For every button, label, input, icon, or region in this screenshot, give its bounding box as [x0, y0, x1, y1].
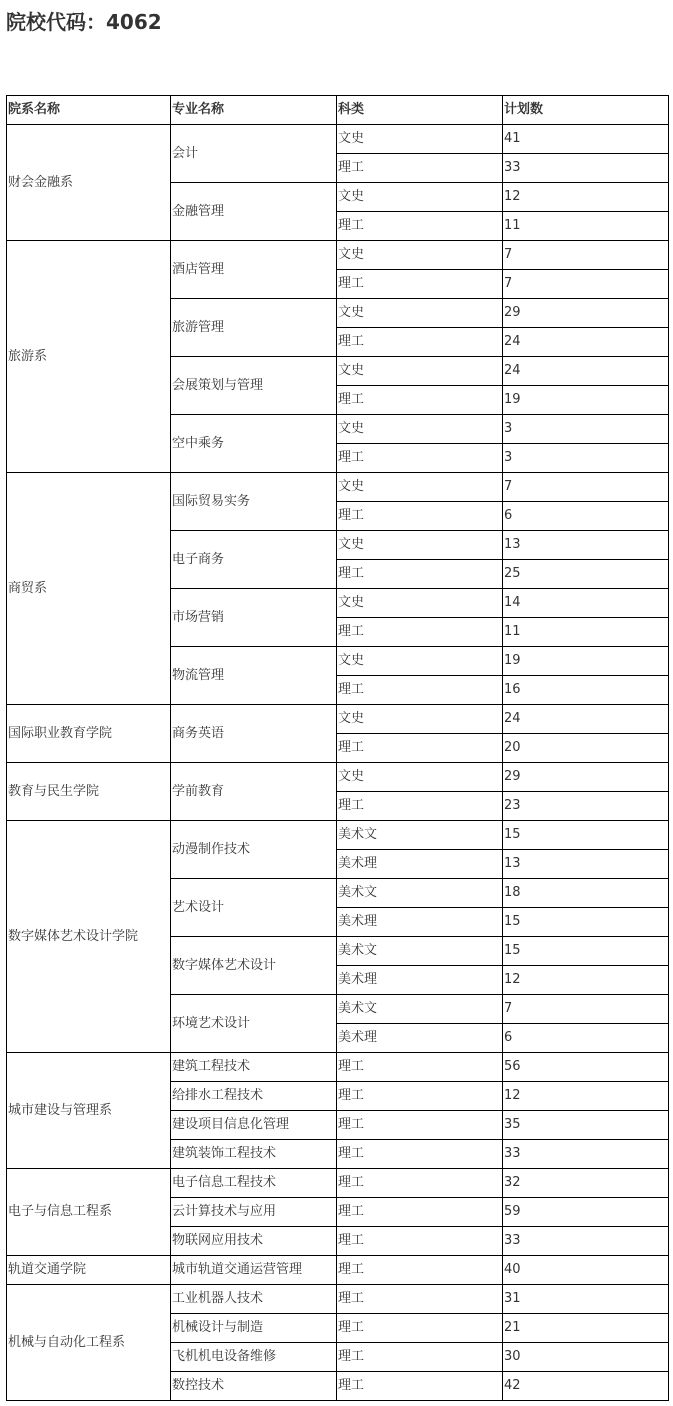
category-cell: 理工 — [337, 1343, 503, 1372]
plan-count-cell: 21 — [503, 1314, 669, 1343]
major-name-cell: 数字媒体艺术设计 — [171, 937, 337, 995]
plan-count-cell: 42 — [503, 1372, 669, 1401]
plan-count-cell: 11 — [503, 212, 669, 241]
plan-count-cell: 20 — [503, 734, 669, 763]
plan-count-cell: 13 — [503, 850, 669, 879]
major-name-cell: 电子信息工程技术 — [171, 1169, 337, 1198]
major-name-cell: 艺术设计 — [171, 879, 337, 937]
plan-count-cell: 7 — [503, 995, 669, 1024]
department-name-cell: 电子与信息工程系 — [7, 1169, 171, 1256]
plan-count-cell: 33 — [503, 1227, 669, 1256]
plan-count-cell: 14 — [503, 589, 669, 618]
category-cell: 理工 — [337, 1285, 503, 1314]
header-department: 院系名称 — [7, 96, 171, 125]
category-cell: 文史 — [337, 647, 503, 676]
plan-count-cell: 6 — [503, 1024, 669, 1053]
department-name-cell: 城市建设与管理系 — [7, 1053, 171, 1169]
page-title: 院校代码：4062 — [6, 10, 162, 34]
category-cell: 美术理 — [337, 966, 503, 995]
category-cell: 理工 — [337, 792, 503, 821]
department-name-cell: 商贸系 — [7, 473, 171, 705]
category-cell: 美术文 — [337, 995, 503, 1024]
header-major: 专业名称 — [171, 96, 337, 125]
table-row — [7, 1169, 669, 1198]
category-cell: 理工 — [337, 386, 503, 415]
plan-count-cell: 33 — [503, 1140, 669, 1169]
plan-count-cell: 11 — [503, 618, 669, 647]
category-cell: 美术理 — [337, 850, 503, 879]
plan-count-cell: 18 — [503, 879, 669, 908]
plan-count-cell: 29 — [503, 763, 669, 792]
major-name-cell: 金融管理 — [171, 183, 337, 241]
major-name-cell: 机械设计与制造 — [171, 1314, 337, 1343]
plan-count-cell: 24 — [503, 705, 669, 734]
category-cell: 理工 — [337, 1372, 503, 1401]
table-body — [7, 125, 669, 1401]
major-name-cell: 建筑装饰工程技术 — [171, 1140, 337, 1169]
department-name-cell: 轨道交通学院 — [7, 1256, 171, 1285]
category-cell: 理工 — [337, 734, 503, 763]
category-cell: 理工 — [337, 560, 503, 589]
major-name-cell: 给排水工程技术 — [171, 1082, 337, 1111]
table-row — [7, 241, 669, 270]
category-cell: 理工 — [337, 212, 503, 241]
category-cell: 美术理 — [337, 908, 503, 937]
category-cell: 理工 — [337, 328, 503, 357]
category-cell: 美术文 — [337, 821, 503, 850]
category-cell: 文史 — [337, 763, 503, 792]
department-name-cell: 财会金融系 — [7, 125, 171, 241]
plan-count-cell: 3 — [503, 444, 669, 473]
major-name-cell: 市场营销 — [171, 589, 337, 647]
major-name-cell: 建筑工程技术 — [171, 1053, 337, 1082]
department-name-cell: 教育与民生学院 — [7, 763, 171, 821]
department-name-cell: 国际职业教育学院 — [7, 705, 171, 763]
plan-count-cell: 6 — [503, 502, 669, 531]
plan-count-cell: 15 — [503, 908, 669, 937]
plan-count-cell: 12 — [503, 183, 669, 212]
major-name-cell: 旅游管理 — [171, 299, 337, 357]
header-plan-count: 计划数 — [503, 96, 669, 125]
table-row — [7, 1053, 669, 1082]
plan-count-cell: 16 — [503, 676, 669, 705]
category-cell: 文史 — [337, 589, 503, 618]
department-name-cell: 旅游系 — [7, 241, 171, 473]
department-name-cell: 机械与自动化工程系 — [7, 1285, 171, 1401]
plan-count-cell: 24 — [503, 357, 669, 386]
category-cell: 美术理 — [337, 1024, 503, 1053]
plan-count-cell: 31 — [503, 1285, 669, 1314]
plan-count-cell: 7 — [503, 270, 669, 299]
major-name-cell: 空中乘务 — [171, 415, 337, 473]
category-cell: 文史 — [337, 183, 503, 212]
category-cell: 文史 — [337, 125, 503, 154]
plan-count-cell: 12 — [503, 966, 669, 995]
category-cell: 美术文 — [337, 937, 503, 966]
category-cell: 理工 — [337, 502, 503, 531]
department-name-cell: 数字媒体艺术设计学院 — [7, 821, 171, 1053]
category-cell: 理工 — [337, 1082, 503, 1111]
enrollment-plan-table — [6, 95, 669, 1401]
plan-count-cell: 25 — [503, 560, 669, 589]
category-cell: 理工 — [337, 444, 503, 473]
category-cell: 理工 — [337, 1198, 503, 1227]
plan-count-cell: 24 — [503, 328, 669, 357]
major-name-cell: 国际贸易实务 — [171, 473, 337, 531]
table-row — [7, 1256, 669, 1285]
plan-count-cell: 33 — [503, 154, 669, 183]
header-category: 科类 — [337, 96, 503, 125]
category-cell: 文史 — [337, 357, 503, 386]
plan-count-cell: 32 — [503, 1169, 669, 1198]
major-name-cell: 城市轨道交通运营管理 — [171, 1256, 337, 1285]
category-cell: 理工 — [337, 1227, 503, 1256]
category-cell: 理工 — [337, 1111, 503, 1140]
plan-count-cell: 29 — [503, 299, 669, 328]
plan-count-cell: 59 — [503, 1198, 669, 1227]
category-cell: 理工 — [337, 618, 503, 647]
plan-count-cell: 13 — [503, 531, 669, 560]
table-row — [7, 1285, 669, 1314]
plan-count-cell: 19 — [503, 386, 669, 415]
category-cell: 理工 — [337, 1314, 503, 1343]
major-name-cell: 商务英语 — [171, 705, 337, 763]
plan-count-cell: 12 — [503, 1082, 669, 1111]
category-cell: 理工 — [337, 1140, 503, 1169]
table-row — [7, 763, 669, 792]
category-cell: 文史 — [337, 299, 503, 328]
category-cell: 文史 — [337, 241, 503, 270]
major-name-cell: 物流管理 — [171, 647, 337, 705]
major-name-cell: 环境艺术设计 — [171, 995, 337, 1053]
major-name-cell: 会计 — [171, 125, 337, 183]
major-name-cell: 动漫制作技术 — [171, 821, 337, 879]
plan-count-cell: 3 — [503, 415, 669, 444]
plan-count-cell: 7 — [503, 241, 669, 270]
table-row — [7, 705, 669, 734]
major-name-cell: 物联网应用技术 — [171, 1227, 337, 1256]
category-cell: 理工 — [337, 1053, 503, 1082]
major-name-cell: 建设项目信息化管理 — [171, 1111, 337, 1140]
plan-count-cell: 19 — [503, 647, 669, 676]
category-cell: 理工 — [337, 1256, 503, 1285]
plan-count-cell: 41 — [503, 125, 669, 154]
plan-count-cell: 30 — [503, 1343, 669, 1372]
major-name-cell: 学前教育 — [171, 763, 337, 821]
major-name-cell: 电子商务 — [171, 531, 337, 589]
table-row — [7, 473, 669, 502]
major-name-cell: 酒店管理 — [171, 241, 337, 299]
table-row — [7, 125, 669, 154]
plan-count-cell: 35 — [503, 1111, 669, 1140]
category-cell: 理工 — [337, 676, 503, 705]
plan-count-cell: 23 — [503, 792, 669, 821]
plan-count-cell: 15 — [503, 821, 669, 850]
plan-count-cell: 56 — [503, 1053, 669, 1082]
category-cell: 理工 — [337, 154, 503, 183]
major-name-cell: 飞机机电设备维修 — [171, 1343, 337, 1372]
major-name-cell: 会展策划与管理 — [171, 357, 337, 415]
category-cell: 文史 — [337, 473, 503, 502]
category-cell: 文史 — [337, 531, 503, 560]
major-name-cell: 工业机器人技术 — [171, 1285, 337, 1314]
category-cell: 文史 — [337, 705, 503, 734]
table-row — [7, 821, 669, 850]
major-name-cell: 数控技术 — [171, 1372, 337, 1401]
major-name-cell: 云计算技术与应用 — [171, 1198, 337, 1227]
category-cell: 文史 — [337, 415, 503, 444]
plan-count-cell: 7 — [503, 473, 669, 502]
plan-count-cell: 40 — [503, 1256, 669, 1285]
plan-count-cell: 15 — [503, 937, 669, 966]
category-cell: 理工 — [337, 1169, 503, 1198]
table-header-row — [7, 96, 669, 125]
category-cell: 美术文 — [337, 879, 503, 908]
category-cell: 理工 — [337, 270, 503, 299]
